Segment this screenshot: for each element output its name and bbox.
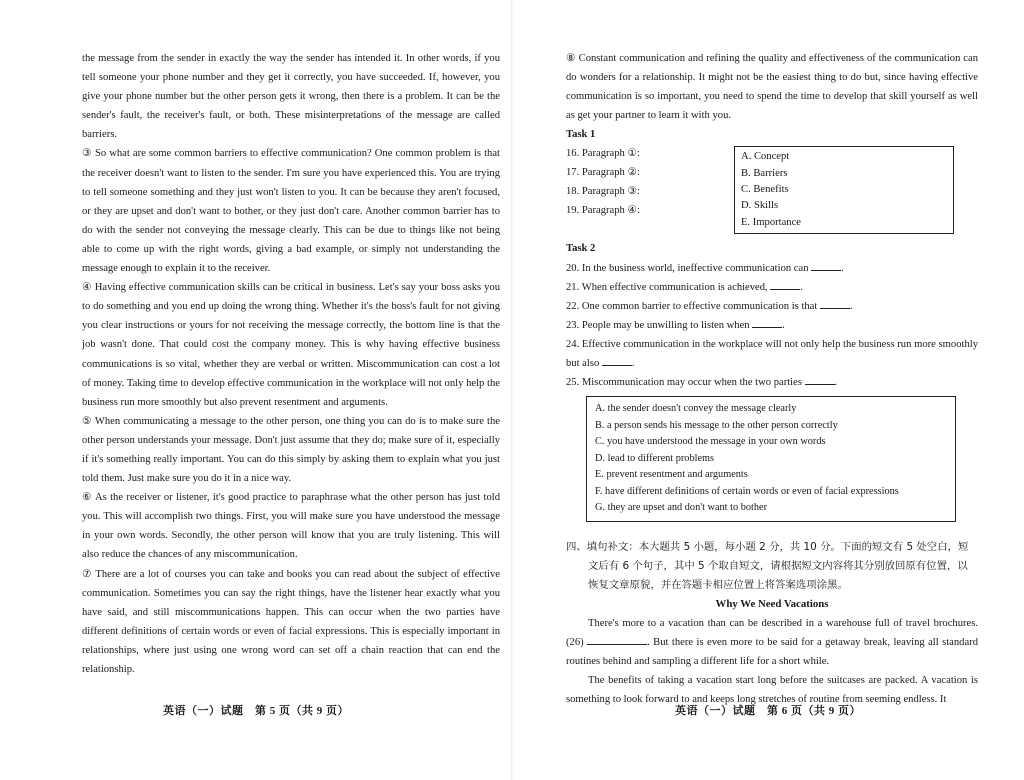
option-c: C. you have understood the message in your own words — [595, 436, 826, 448]
section-4-instruction-line-3: 恢复文章原貌，并在答题卡相应位置上将答案选项涂黑。 — [588, 578, 848, 591]
answer-blank — [805, 374, 835, 385]
question-24: 24. Effective communication in the workplace will not only help the business run more smoothly but also . — [566, 338, 978, 370]
section-4-instruction-line-1: 四、填句补文：本大题共 5 小题，每小题 2 分，共 10 分。下面的短文有 5 处空白，短 — [566, 540, 969, 553]
passage-paragraph-1: There's more to a vacation than can be described in a warehouse full of travel brochures. (26) . But there is even more to be said for a getaway break, leaving all standard routines behind and sampling a different life for a short while. — [566, 617, 978, 667]
task2-title: Task 2 — [566, 243, 596, 255]
option-d: D. Skills — [741, 200, 779, 212]
paragraph-8: ⑧ Constant communication and refining the quality and effectiveness of the communication can do wonders for a relationship. It might not be the easiest thing to do but, since having effective communication is so important, you need to spend the time to develop that skill yourself as well as get your partner to learn it with you. — [566, 53, 978, 122]
task1-block — [566, 144, 978, 239]
passage-paragraph-2: The benefits of taking a vacation start long before the suitcases are packed. A vacation is something to look forward to and keeps long stretches of routine from seeming endless. It — [566, 675, 978, 706]
option-b: B. a person sends his message to the other person correctly — [595, 419, 838, 431]
option-a: A. the sender doesn't convey the message clearly — [595, 403, 797, 415]
answer-blank — [770, 279, 800, 290]
option-g: G. they are upset and don't want to bother — [595, 502, 767, 514]
question-21: 21. When effective communication is achieved, . — [566, 278, 978, 297]
right-page — [512, 0, 1024, 780]
right-column — [566, 49, 978, 709]
question-22: 22. One common barrier to effective communication is that . — [566, 297, 978, 316]
question-20: 20. In the business world, ineffective communication can . — [566, 259, 978, 278]
paragraph-2-end: the message from the sender in exactly the way the sender has intended it. In other words, if you tell someone your phone number and they get it correctly, you have succeeded. If, however, you give your phone number but the other person gets it wrong, then there is a problem. It can be the sender's fault, the receiver's fault, or both. These misinterpretations of the message are called barriers. — [82, 53, 500, 141]
question-16: 16. Paragraph ①: — [566, 148, 640, 160]
paragraph-5: ⑤ When communicating a message to the other person, one thing you can do is to make sure the other person understands your message. Don't just assume that they do; make sure of it, especially if it's something really important. You can do this simply by asking them to explain what you just told them. Just make sure you do it in a nice way. — [82, 415, 500, 485]
question-19: 19. Paragraph ④: — [566, 205, 640, 217]
task2-options-box — [586, 396, 956, 522]
answer-blank — [820, 298, 850, 309]
left-column — [82, 49, 500, 679]
option-e: E. prevent resentment and arguments — [595, 469, 748, 481]
paragraph-3: ③ So what are some common barriers to effective communication? One common problem is that the receiver doesn't want to listen to the sender. I'm sure you have experienced this. You are trying to tell someone something and they just won't listen to you. It can be because they aren't focused, or they are upset and don't want to bother, or they just don't care. Another common barrier has to do with the sender not conveying the message clearly. This can be due to things like not being able to come up with the right words, giving a bad example, or simply not understanding the message enough to explain it to the receiver. — [82, 148, 500, 275]
paragraph-6: ⑥ As the receiver or listener, it's good practice to paraphrase what the other person has just told you. This will accomplish two things. First, you will make sure you have understood the message in your own words. Secondly, the other person will know that you are truly listening. This will also reduce the chances of any miscommunication. — [82, 492, 500, 561]
section-4-instruction-line-2: 文后有 6 个句子，其中 5 个取自短文，请根据短文内容将其分别放回原有位置，以 — [588, 559, 968, 572]
right-page-footer: 英语（一）试题 第 6 页（共 9 页） — [675, 705, 861, 717]
option-d: D. lead to different problems — [595, 452, 715, 464]
option-e: E. Importance — [741, 216, 802, 228]
option-c: C. Benefits — [741, 184, 789, 196]
left-page-footer: 英语（一）试题 第 5 页（共 9 页） — [163, 705, 349, 717]
passage-title: Why We Need Vacations — [715, 597, 829, 610]
question-25: 25. Miscommunication may occur when the two parties . — [566, 373, 978, 392]
section-4 — [566, 538, 978, 595]
answer-blank — [602, 355, 632, 366]
paragraph-7: ⑦ There are a lot of courses you can take and books you can read about the subject of effective communication. Sometimes you can say the right things, have the listener hear exactly what you have said, and still miscommunications happen. This can occur when the two parties have different definitions of certain words or even of facial expressions. This is especially important in relationships, where just using one wrong word can set off a chain reaction that can end the relationship. — [82, 568, 500, 675]
question-18: 18. Paragraph ③: — [566, 186, 640, 198]
task1-title: Task 1 — [566, 129, 596, 141]
answer-blank — [752, 317, 782, 328]
option-a: A. Concept — [741, 151, 790, 163]
answer-blank — [811, 260, 841, 271]
question-23: 23. People may be unwilling to listen when . — [566, 316, 978, 335]
task1-options-box — [734, 146, 954, 233]
option-b: B. Barriers — [741, 167, 788, 179]
paragraph-4: ④ Having effective communication skills can be critical in business. Let's say your boss asks you to do something and you end up doing the wrong thing. Whether it's the boss's fault for not giving you clear instructions or yours for not receiving the message correctly, the bottom line is that the job wasn't done. That could cost the company money. This is why having effective business communications is so vital, whether they are verbal or written. Miscommunication can cost a lot of money. Taking time to develop effective communication in the workplace will not only help the business run more smoothly but also prevent resentment and arguments. — [82, 282, 500, 408]
question-17: 17. Paragraph ②: — [566, 167, 640, 179]
option-f: F. have different definitions of certain words or even of facial expressions — [595, 485, 899, 497]
answer-blank-26 — [587, 634, 647, 645]
task1-questions — [566, 144, 736, 239]
